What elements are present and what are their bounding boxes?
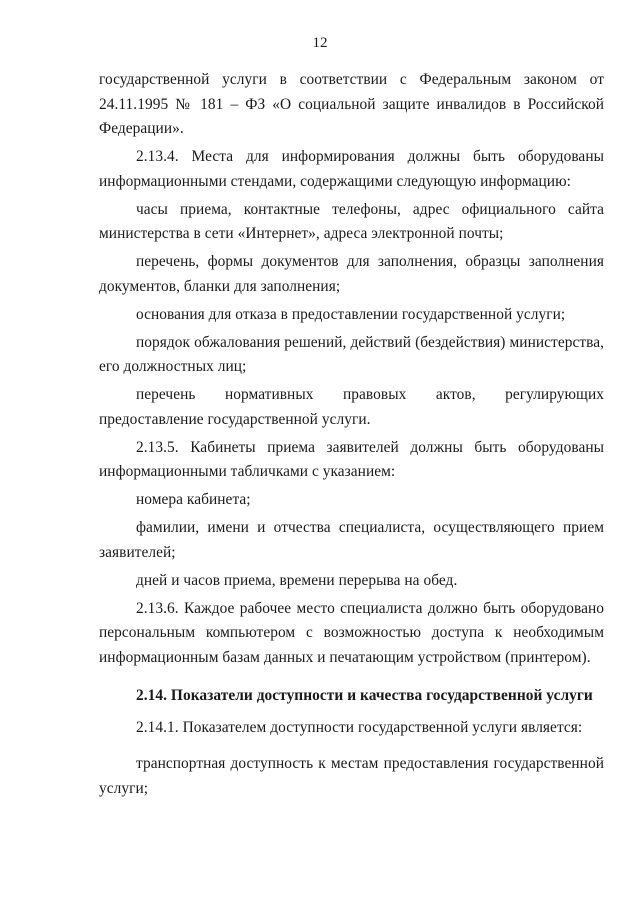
paragraph-2-14-1: 2.14.1. Показателем доступности государственной услуги является: (136, 718, 583, 736)
paragraph-2-13-4: 2.13.4. Места для информирования должны быть оборудованы информационными стендами, содержащими следующую информацию: (99, 148, 604, 190)
list-item-reception-hours: часы приема, контактные телефоны, адрес официального сайта министерства в сети «Интернет», адреса электронной почты; (99, 200, 604, 242)
paragraph-2-13-5: 2.13.5. Кабинеты приема заявителей должны быть оборудованы информационными табличками с указанием: (99, 438, 604, 480)
document-body (99, 68, 604, 805)
list-item-appeal-procedure: порядок обжалования решений, действий (бездействия) министерства, его должностных лиц; (99, 333, 604, 375)
page-number: 12 (312, 35, 328, 51)
paragraph-2-13-6: 2.13.6. Каждое рабочее место специалиста должно быть оборудовано персональным компьютером с возможностью доступа к необходимым информационным базам данных и печатающим устройством (принтером). (99, 599, 604, 666)
list-item-specialist-name: фамилии, имени и отчества специалиста, осуществляющего прием заявителей; (99, 519, 604, 561)
section-heading-2-14: 2.14. Показатели доступности и качества государственной услуги (136, 687, 593, 704)
list-item-transport-access: транспортная доступность к местам предоставления государственной услуги; (99, 755, 604, 797)
list-item-document-forms: перечень, формы документов для заполнения, образцы заполнения документов, бланки для заполнения; (99, 253, 604, 295)
list-item-legal-acts: перечень нормативных правовых актов, регулирующих предоставление государственной услуги. (99, 386, 604, 428)
list-item-refusal-grounds: основания для отказа в предоставлении государственной услуги; (136, 305, 566, 323)
paragraph-continuation: государственной услуги в соответствии с Федеральным законом от 24.11.1995 № 181 – ФЗ «О социальной защите инвалидов в Российской Федерации». (99, 71, 604, 137)
list-item-reception-days: дней и часов приема, времени перерыва на обед. (136, 571, 458, 589)
list-item-room-number: номера кабинета; (136, 491, 251, 508)
